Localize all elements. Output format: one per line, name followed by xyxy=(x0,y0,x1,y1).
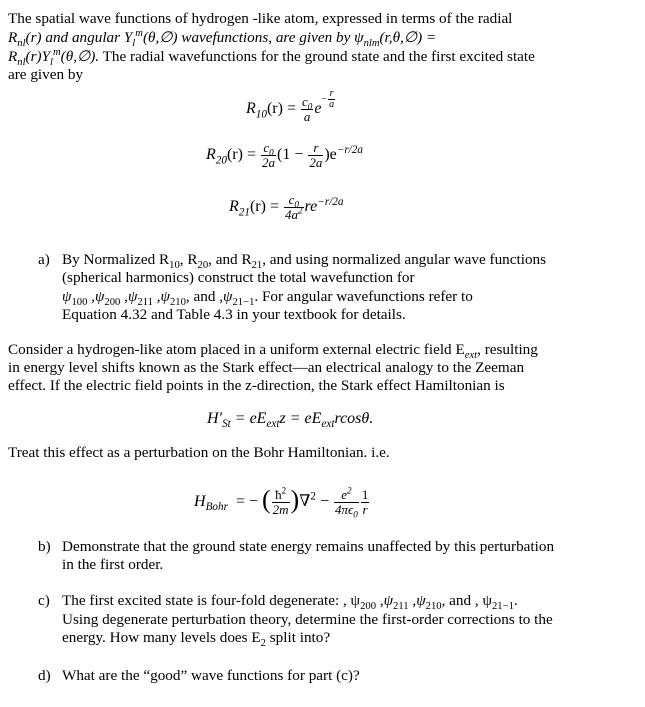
intro-line-3: $R_{nl}(r)Y_l^m(\theta,\emptyset)$. The radial wavefunctions for the ground state and the first excited state xyxy=(8,46,535,69)
part-a-line-3: $\psi_{100}$ $,\psi_{200}$ $,\psi_{211}$ $,\psi_{210}$, and $,\psi_{21-1}$. For angular wavefunctions refer to xyxy=(62,288,473,309)
part-d-text: What are the “good” wave functions for part (c)? xyxy=(62,667,360,684)
equation-r20: $R_{20}(r)$ = $\frac{c_0}{2a}$ (1 − $\frac{r}{2a}$ )$e^{-r/2a}$ xyxy=(206,140,363,170)
stark-line-3: effect. If the electric field points in the z-direction, the Stark effect Hamiltonian is xyxy=(8,377,505,394)
part-b-line-1: Demonstrate that the ground state energy remains unaffected by this perturbation xyxy=(62,538,555,555)
part-d-label: d) xyxy=(38,667,51,684)
part-a-line-2: (spherical harmonics) construct the total wavefunction for xyxy=(62,269,415,286)
stark-hamiltonian: $H'_{St} = eE_{ext}z = eE_{ext}rcos\theta$. xyxy=(207,410,374,431)
part-a-line-1: By Normalized $R_{10}$, $R_{20}$, and $R_{21}$, and using normalized angular wave functions xyxy=(62,251,547,272)
stark-line-2: in energy level shifts known as the Stark effect—an electrical analogy to the Zeeman xyxy=(8,359,525,376)
part-a-line-4: Equation 4.32 and Table 4.3 in your textbook for details. xyxy=(62,306,406,323)
part-c-line-1: The first excited state is four-fold degenerate: , $\psi_{200}$ $,\psi_{211}$ $,\psi_{210}$, and , $\psi_{21-1}$. xyxy=(62,592,518,613)
intro-line-2: $R_{nl}(r)$ and angular $Y_l^m(\theta,\emptyset)$ wavefunctions, are given by $\psi_{nlm}(r,\theta,\emptyset)$ = xyxy=(8,27,437,50)
part-b-label: b) xyxy=(38,538,51,555)
bohr-hamiltonian: $H_{Bohr}$ = − ( $\frac{ħ^2}{2m}$ )∇$^2$ − $\frac{e^2}{4\pi\epsilon_0}$ $\frac{1}{r}$ xyxy=(194,485,369,520)
intro-line-1: The spatial wave functions of hydrogen -like atom, expressed in terms of the radial xyxy=(8,10,513,27)
part-c-label: c) xyxy=(38,592,50,609)
intro-line-4: are given by xyxy=(8,66,84,83)
equation-r10: $R_{10}(r)$ = $\frac{c_0}{a}$ e − $\frac{r}{a}$ xyxy=(246,88,335,124)
part-c-line-2: Using degenerate perturbation theory, determine the first-order corrections to the xyxy=(62,611,553,628)
stark-line-1: Consider a hydrogen-like atom placed in a uniform external electric field $E_{ext}$, resulting xyxy=(8,341,538,362)
treat-line: Treat this effect as a perturbation on the Bohr Hamiltonian. i.e. xyxy=(8,444,390,461)
equation-r21: $R_{21}(r)$ = $\frac{c_0}{4a^2}$ $re^{-r/2a}$ xyxy=(229,192,344,222)
part-c-line-3: energy. How many levels does $E_2$ split into? xyxy=(62,629,331,650)
part-b-line-2: in the first order. xyxy=(62,556,164,573)
part-a-label: a) xyxy=(38,251,50,268)
